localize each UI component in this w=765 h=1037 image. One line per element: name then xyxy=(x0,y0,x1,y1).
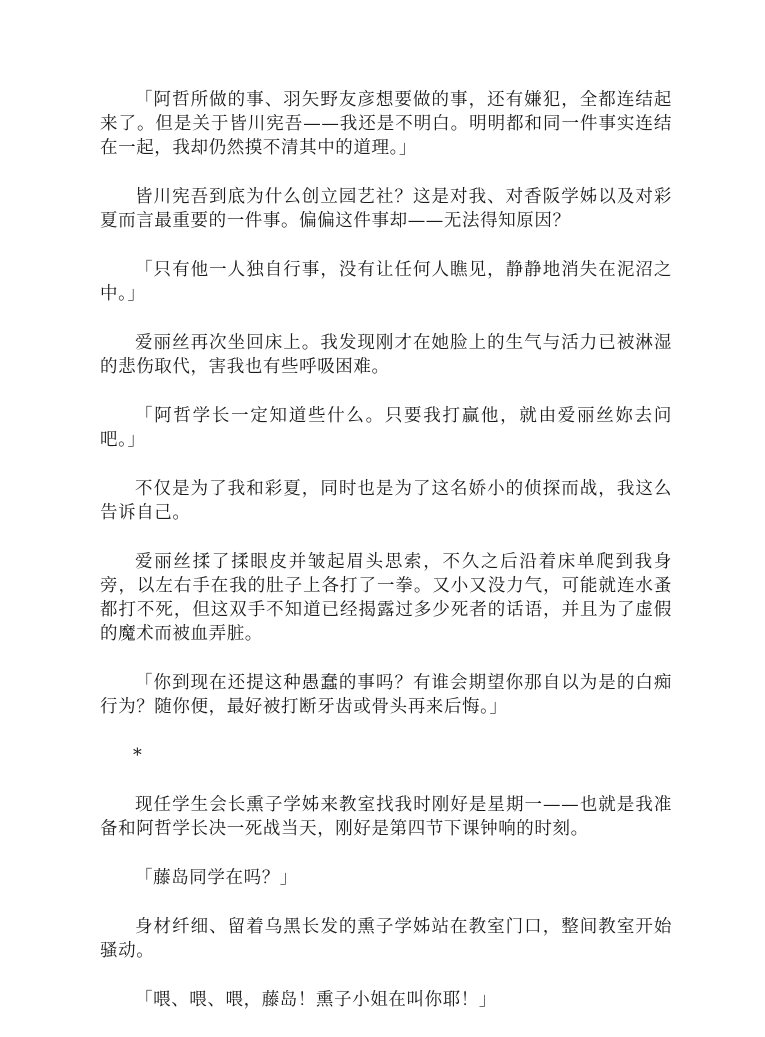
paragraph: 「你到现在还提这种愚蠢的事吗？有谁会期望你那自以为是的白痴行为？随你便，最好被打断牙齿或骨头再来后悔。」 xyxy=(100,673,672,717)
paragraph: 现任学生会长熏子学姊来教室找我时刚好是星期一——也就是我准备和阿哲学长决一死战当天，刚好是第四节下课钟响的时刻。 xyxy=(100,795,672,839)
paragraph: 「藤岛同学在吗？」 xyxy=(135,868,298,888)
paragraph: 不仅是为了我和彩夏，同时也是为了这名娇小的侦探而战，我这么告诉自己。 xyxy=(100,479,672,523)
scene-separator: * xyxy=(133,746,142,766)
paragraph: 「阿哲所做的事、羽矢野友彦想要做的事，还有嫌犯，全都连结起来了。但是关于皆川宪吾——我还是不明白。明明都和同一件事实连结在一起，我却仍然摸不清其中的道理。」 xyxy=(100,90,672,158)
paragraph: 「阿哲学长一定知道些什么。只要我打赢他，就由爱丽丝妳去问吧。」 xyxy=(100,406,672,450)
document-body xyxy=(100,88,672,1037)
paragraph: 爱丽丝再次坐回床上。我发现刚才在她脸上的生气与活力已被淋湿的悲伤取代，害我也有些呼吸困难。 xyxy=(100,333,672,377)
paragraph: 爱丽丝揉了揉眼皮并皱起眉头思索，不久之后沿着床单爬到我身旁，以左右手在我的肚子上各打了一拳。又小又没力气，可能就连水蚤都打不死，但这双手不知道已经揭露过多少死者的话语，并且为了虚假的魔术而被血弄脏。 xyxy=(100,552,672,644)
paragraph: 身材纤细、留着乌黑长发的熏子学姊站在教室门口，整间教室开始骚动。 xyxy=(100,917,672,961)
paragraph: 皆川宪吾到底为什么创立园艺社？这是对我、对香阪学姊以及对彩夏而言最重要的一件事。偏偏这件事却——无法得知原因？ xyxy=(100,187,672,231)
paragraph: 「喂、喂、喂，藤岛！熏子小姐在叫你耶！」 xyxy=(135,990,497,1010)
paragraph: 「只有他一人独自行事，没有让任何人瞧见，静静地消失在泥沼之中。」 xyxy=(100,260,672,304)
